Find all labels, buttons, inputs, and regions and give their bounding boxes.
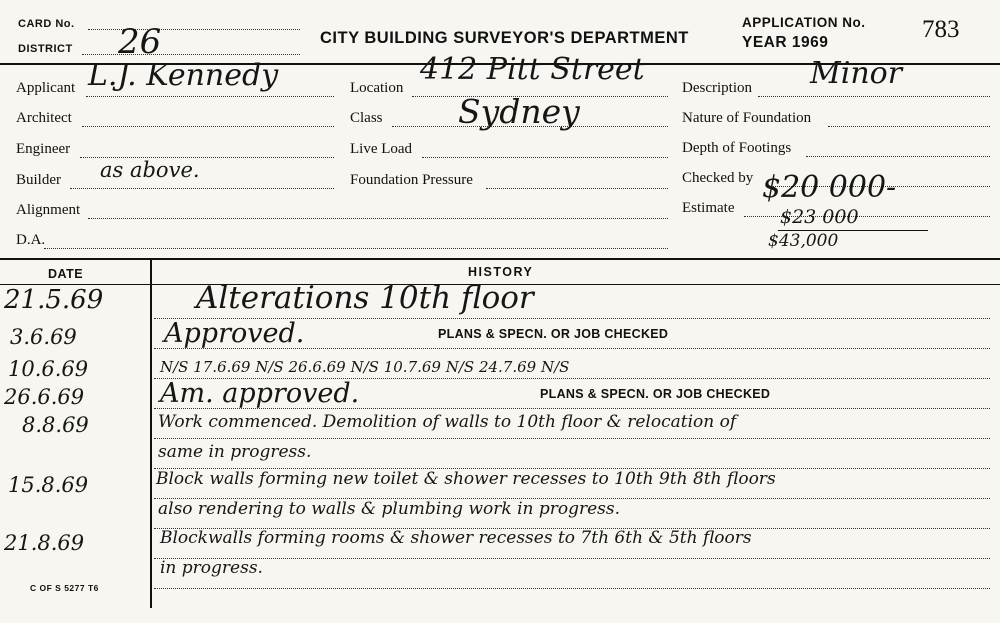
form-code: C OF S 5277 T6 [30,583,99,593]
history-entry: Blockwalls forming rooms & shower recesses to 7th 6th & 5th floors [160,528,752,548]
applicant-label: Applicant [16,80,76,96]
history-entry: Work commenced. Demolition of walls to 10th floor & relocation of [158,412,737,432]
builder-line [70,188,334,189]
history-line [154,588,990,589]
history-entry: Am. approved. [160,378,360,409]
live-load-label: Live Load [350,141,413,157]
estimate-value-1: $20 000- [762,170,897,205]
description-label: Description [682,80,752,96]
applicant-value: L.J. Kennedy [88,58,279,93]
description-value: Minor [810,56,903,91]
district-line [82,54,300,55]
application-number: 783 [922,16,960,43]
da-label: D.A. [16,232,46,248]
location-value-city: Sydney [458,92,580,131]
history-date: 15.8.69 [8,473,89,497]
history-date: 8.8.69 [22,413,89,437]
location-value-street: 412 Pitt Street [420,52,645,87]
history-line [154,558,990,559]
district-label: DISTRICT [18,43,73,55]
alignment-line [88,218,668,219]
depth-of-footings-label: Depth of Footings [682,140,792,156]
card-no-label: CARD No. [18,18,75,30]
nature-of-foundation-label: Nature of Foundation [682,110,812,126]
history-entry-continued: also rendering to walls & plumbing work in progress. [158,499,621,519]
estimate-label: Estimate [682,200,735,216]
history-date: 10.6.69 [8,357,89,381]
history-entry: Approved. [164,318,305,349]
history-header: HISTORY [468,265,534,279]
location-label: Location [350,80,404,96]
class-label: Class [350,110,383,126]
checked-by-label: Checked by [682,170,754,186]
estimate-value-2: $23 000 [780,206,859,228]
year-label: YEAR 1969 [742,34,829,51]
approval-stamp: PLANS & SPECN. OR JOB CHECKED [438,327,669,341]
application-label: APPLICATION No. [742,15,866,30]
live-load-line [422,157,668,158]
architect-line [82,126,334,127]
builder-value: as above. [100,158,200,182]
estimate-value-3: $43,000 [768,231,839,251]
date-header: DATE [48,267,84,281]
engineer-label: Engineer [16,141,71,157]
date-column-divider [150,258,152,608]
foundation-pressure-line [486,188,668,189]
builder-label: Builder [16,172,61,188]
depth-line [806,156,990,157]
history-date: 21.8.69 [4,531,85,555]
history-entry: N/S 17.6.69 N/S 26.6.69 N/S 10.7.69 N/S 24.7.69 N/S [160,358,570,376]
history-entry-continued: same in progress. [158,442,312,462]
history-line [154,438,990,439]
history-entry-continued: in progress. [160,558,263,578]
description-line [758,96,990,97]
nature-line [828,126,990,127]
applicant-line [86,96,334,97]
da-line [44,248,668,249]
approval-stamp: PLANS & SPECN. OR JOB CHECKED [540,387,771,401]
history-date: 3.6.69 [10,325,77,349]
department-title: CITY BUILDING SURVEYOR'S DEPARTMENT [320,29,689,47]
foundation-pressure-label: Foundation Pressure [350,172,473,188]
architect-label: Architect [16,110,72,126]
history-entry: Block walls forming new toilet & shower recesses to 10th 9th 8th floors [156,469,776,489]
history-entry: Alterations 10th floor [196,280,534,316]
history-date: 26.6.69 [4,385,85,409]
history-date: 21.5.69 [4,285,104,315]
alignment-label: Alignment [16,202,81,218]
district-value: 26 [118,22,162,62]
